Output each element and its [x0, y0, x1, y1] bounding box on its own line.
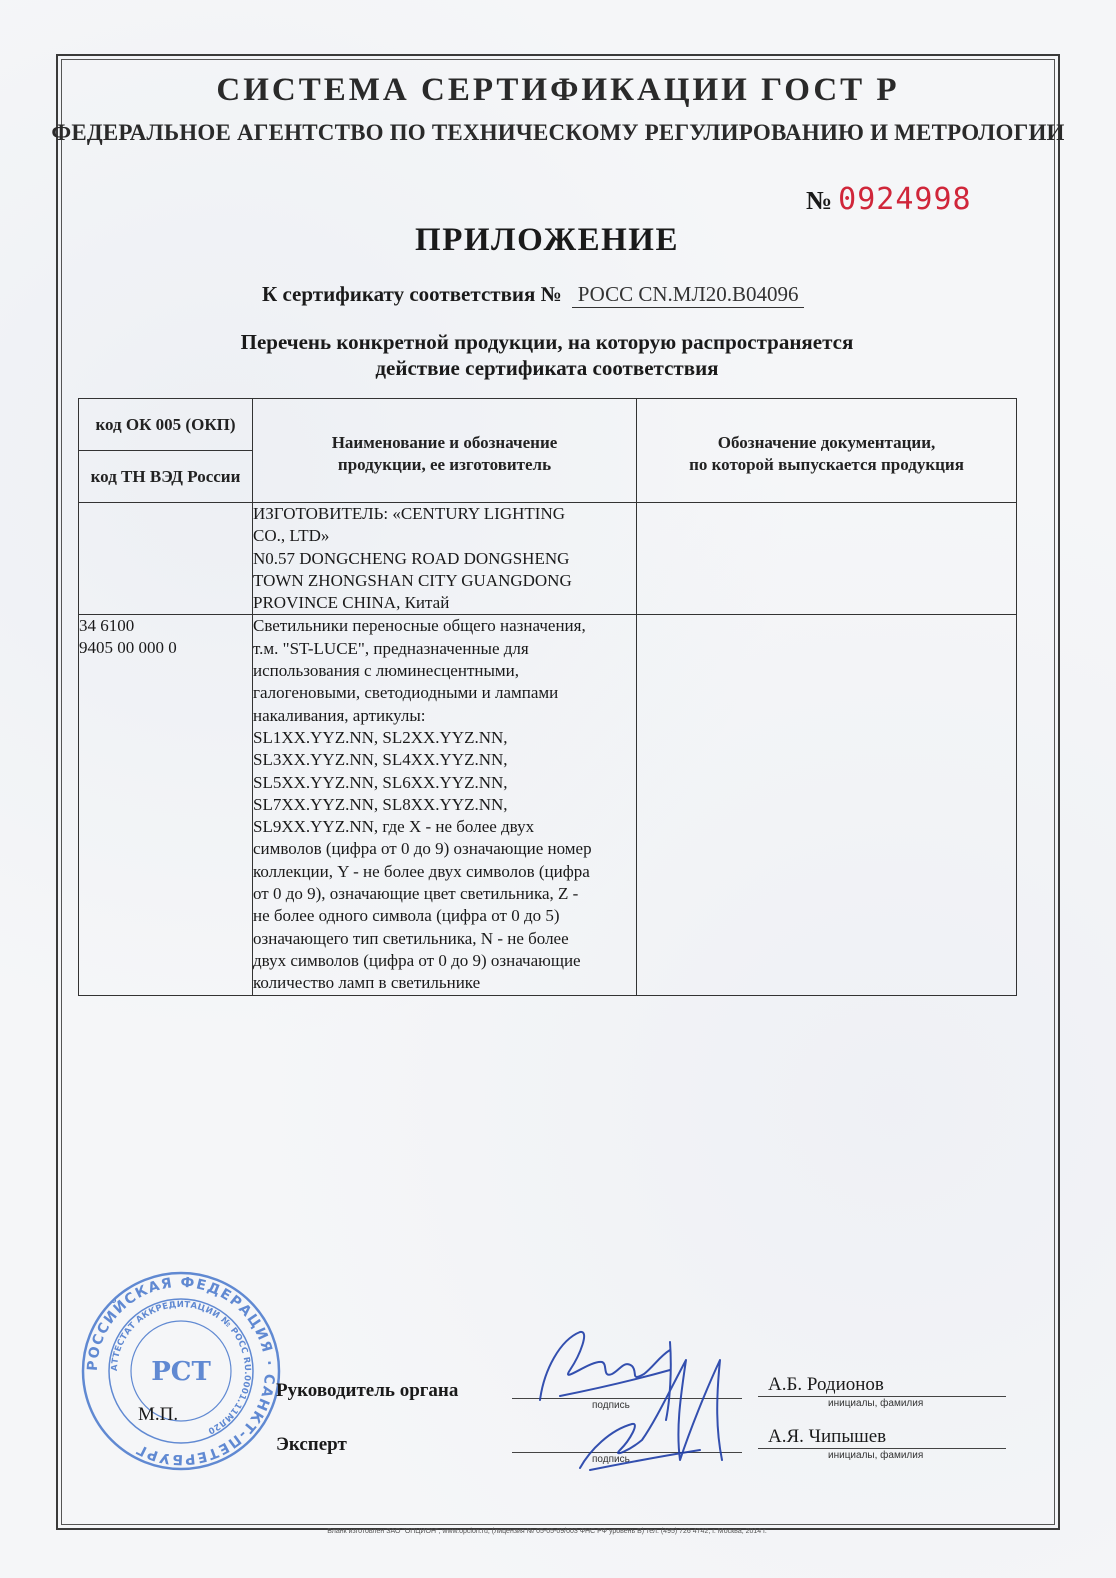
head-name: А.Б. Родионов — [768, 1374, 884, 1395]
form-number — [806, 182, 972, 217]
expert-label: Эксперт — [276, 1434, 347, 1455]
handwritten-signatures — [520, 1300, 780, 1490]
expert-name: А.Я. Чипышев — [768, 1426, 887, 1447]
head-label: Руководитель органа — [276, 1380, 459, 1401]
table-row — [79, 503, 1017, 615]
row-docs — [637, 503, 1017, 615]
row-codes — [79, 503, 253, 615]
head-name-line — [758, 1396, 1006, 1397]
table-header-row — [79, 399, 1017, 451]
products-table — [78, 398, 1017, 996]
head-initials-caption: инициалы, фамилия — [828, 1398, 924, 1409]
system-title: СИСТЕМА СЕРТИФИКАЦИИ ГОСТ Р — [216, 72, 900, 108]
certificate-number: РОСС CN.МЛ20.В04096 — [572, 282, 805, 308]
expert-initials-caption: инициалы, фамилия — [828, 1450, 924, 1461]
number-sign: № — [806, 186, 833, 215]
stamp-place-label: М.П. — [138, 1404, 179, 1425]
col1-header-top: код ОК 005 (ОКП) — [79, 399, 253, 451]
stamp-logo: РСТ — [151, 1357, 211, 1387]
document-title: ПРИЛОЖЕНИЕ — [415, 222, 679, 258]
stamp-inner-text: АТТЕСТАТ АККРЕДИТАЦИИ № РОСС RU.0001.11МЛ20 — [109, 1299, 253, 1436]
certification-stamp — [78, 1268, 284, 1474]
certificate-label: К сертификату соответствия № — [262, 282, 562, 306]
row-codes: 34 6100 9405 00 000 0 — [79, 615, 253, 995]
col2-header: Наименование и обозначение продукции, ее изготовитель — [253, 399, 637, 503]
head-sign-caption: подпись — [592, 1400, 630, 1411]
row-manufacturer: ИЗГОТОВИТЕЛЬ: «CENTURY LIGHTING CO., LTD» N0.57 DONGCHENG ROAD DONGSHENG TOWN ZHONGSHAN CITY GUANGDONG PROVINCE CHINA, Китай — [253, 503, 637, 615]
form-number-value: 0924998 — [838, 182, 972, 217]
certificate-reference — [262, 282, 804, 308]
row-docs — [637, 615, 1017, 995]
table-row — [79, 615, 1017, 995]
expert-name-line — [758, 1448, 1006, 1449]
expert-sign-caption: подпись — [592, 1454, 630, 1465]
list-title-line-2: действие сертификата соответствия — [375, 356, 719, 380]
list-title-line-1: Перечень конкретной продукции, на которую распространяется — [240, 330, 854, 354]
form-footer: Бланк изготовлен ЗАО "ОПЦИОН", www.opcion.ru, (лицензия № 05-05-09/003 ФНС РФ уровень В) тел. (495) 726 4742, г. Москва, 2014 г. — [327, 1528, 767, 1535]
row-product-description: Светильники переносные общего назначения, т.м. "ST-LUCE", предназначенные для использования с люминесцентными, галогеновыми, светодиодными и лампами накаливания, артикулы: SL1XX.YYZ.NN, SL2XX.YYZ.NN, SL3XX.YYZ.NN, SL4XX.YYZ.NN, SL5XX.YYZ.NN, SL6XX.YYZ.NN, SL7XX.YYZ.NN, SL8XX.YYZ.NN, SL9XX.YYZ.NN, где X - не более двух символов (цифра от 0 до 9) означающие номер коллекции, Y - не более двух символов (цифра от 0 до 9), означающие цвет светильника, Z - не более одного символа (цифра от 0 до 5) означающего тип светильника, N - не более двух символов (цифра от 0 до 9) означающие количество ламп в светильнике — [253, 615, 637, 995]
agency-name: ФЕДЕРАЛЬНОЕ АГЕНТСТВО ПО ТЕХНИЧЕСКОМУ РЕГУЛИРОВАНИЮ И МЕТРОЛОГИИ — [51, 120, 1065, 145]
col1-header-bottom: код ТН ВЭД России — [79, 451, 253, 503]
stamp-outer-text: РОССИЙСКАЯ ФЕДЕРАЦИЯ · САНКТ-ПЕТЕРБУРГ — [84, 1274, 278, 1468]
col3-header: Обозначение документации, по которой выпускается продукция — [637, 399, 1017, 503]
